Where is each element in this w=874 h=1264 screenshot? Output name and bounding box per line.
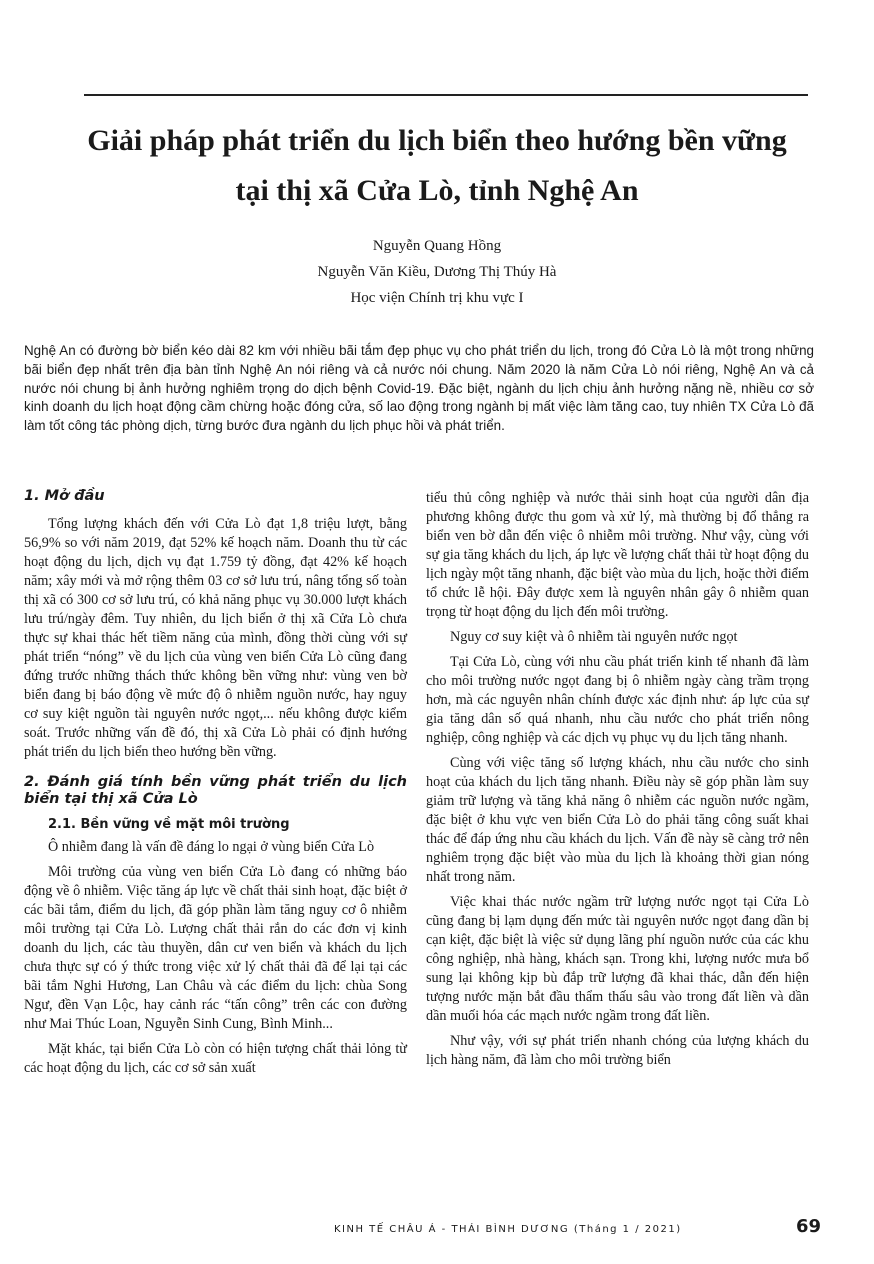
section-heading-1: 1. Mở đầu — [24, 488, 105, 504]
paragraph: Tại Cửa Lò, cùng với nhu cầu phát triển kinh tế nhanh đã làm cho môi trường nước ngọt đang bị ô nhiễm ngày càng trầm trọng hơn, mà các nguyên nhân chính được xác định như: áp lực của sự gia tăng dân số quá nhanh, nhu cầu nước cho phát triển nông nghiệp, công nghiệp và các dịch vụ phục vụ du lịch tăng nhanh. — [426, 654, 809, 746]
journal-footer: KINH TẾ CHÂU Á - THÁI BÌNH DƯƠNG (Tháng 1 / 2021) — [334, 1224, 682, 1235]
article-title — [0, 116, 874, 216]
author-line-1: Nguyễn Quang Hồng — [372, 238, 502, 254]
title-line-2: tại thị xã Cửa Lò, tỉnh Nghệ An — [235, 174, 639, 207]
paragraph-subtopic: Nguy cơ suy kiệt và ô nhiễm tài nguyên nước ngọt — [450, 629, 738, 645]
page-number: 69 — [796, 1216, 822, 1237]
abstract: Nghệ An có đường bờ biển kéo dài 82 km với nhiều bãi tắm đẹp phục vụ cho phát triển du lịch, trong đó Cửa Lò là một trong những bãi biển đẹp nhất trên địa bàn tỉnh Nghệ An nói riêng và cả nước nói chung. Năm 2020 là năm Cửa Lò nói riêng, Nghệ An và cả nước nói chung bị ảnh hưởng nghiêm trọng do dịch bệnh Covid-19. Đặc biệt, ngành du lịch chịu ảnh hưởng nặng nề, nhiều cơ sở kinh doanh du lịch hoạt động cầm chừng hoặc đóng cửa, số lao động trong ngành bị mất việc làm tăng cao, tuy nhiên TX Cửa Lò đã làm tốt công tác phòng dịch, từng bước đưa ngành du lịch phục hồi và phát triển. — [24, 343, 814, 434]
paragraph: Mặt khác, tại biển Cửa Lò còn có hiện tượng chất thải lỏng từ các hoạt động du lịch, các cơ sở sản xuất — [24, 1041, 407, 1076]
left-column — [24, 488, 407, 1084]
subsection-heading-2-1: 2.1. Bền vững về mặt môi trường — [48, 817, 290, 832]
author-block — [0, 233, 874, 311]
paragraph: Việc khai thác nước ngầm trữ lượng nước ngọt tại Cửa Lò cũng đang bị lạm dụng đến mức tài nguyên nước ngọt đang dần bị cạn kiệt, đặc biệt là việc sử dụng lãng phí nguồn nước của các khu công nghiệp, nhà hàng, khách sạn. Trong khi, lượng nước mưa bổ sung lại không kịp bù đắp trữ lượng đã khai thác, dẫn đến hiện tượng nước mặn bắt đầu thẩm thấu sâu vào trong đất liền và dần dần muối hóa các mạch nước ngầm trong đất liền. — [426, 894, 809, 1024]
paragraph: Tổng lượng khách đến với Cửa Lò đạt 1,8 triệu lượt, bằng 56,9% so với năm 2019, đạt 52% kế hoạch năm. Doanh thu từ các hoạt động du lịch, dịch vụ đạt 1.759 tỷ đồng, đạt 42% kế hoạch năm; xây mới và mở rộng thêm 03 cơ sở lưu trú, nâng tổng số toàn thị xã có 300 cơ sở lưu trú, có khả năng phục vụ 30.000 lượt khách lưu trú/ngày đêm. Tuy nhiên, du lịch biển ở thị xã Cửa Lò chưa thực sự khai thác hết tiềm năng của mình, đồng thời cùng với sự phát triển “nóng” về du lịch của vùng ven biển Cửa Lò cũng đang đứng trước những thách thức không bền vững như: vùng ven bờ biển đang bị báo động về mức độ ô nhiễm nguồn nước, hay nguy cơ suy kiệt nguồn tài nguyên nước ngọt,... nếu không được kiểm soát. Trước những vấn đề đó, thị xã Cửa Lò phải có định hướng phát triển du lịch biển theo hướng bền vững. — [24, 516, 407, 760]
paragraph: Như vậy, với sự phát triển nhanh chóng của lượng khách du lịch hàng năm, đã làm cho môi trường biển — [426, 1033, 809, 1068]
author-line-2: Nguyễn Văn Kiều, Dương Thị Thúy Hà — [317, 264, 557, 280]
top-rule — [84, 94, 808, 96]
paragraph: Môi trường của vùng ven biển Cửa Lò đang có những báo động về ô nhiễm. Việc tăng áp lực về chất thải sinh hoạt, đặc biệt ở các bãi tắm, điểm du lịch, đã góp phần làm tăng nguy cơ ô nhiễm môi trường tại Cửa Lò. Lượng chất thải rắn do các đơn vị kinh doanh du lịch, các tàu thuyền, dân cư ven biển và khách du lịch chưa thực sự có ý thức trong việc xử lý chất thải đã để lại tại các bãi tắm Nghi Hương, Lan Châu và các điểm du lịch: chùa Song Ngư, đền Vạn Lộc, hay cảnh rác “tấn công” trên các con đường như Mai Thúc Loan, Nguyễn Sinh Cung, Bình Minh... — [24, 864, 407, 1032]
section-heading-2: 2. Đánh giá tính bền vững phát triển du lịch biển tại thị xã Cửa Lò — [24, 774, 407, 807]
paragraph: tiểu thủ công nghiệp và nước thải sinh hoạt của người dân địa phương không được thu gom và xử lý, mà thường bị đổ thẳng ra biển ven bờ dẫn đến việc ô nhiễm môi trường. Như vậy, cùng với sự gia tăng khách du lịch, áp lực về lượng chất thải từ hoạt động du lịch ngày một tăng nhanh, đặc biệt vào mùa du lịch, hoặc thời điểm tổ chức lễ hội. Đây được xem là nguyên nhân gây ô nhiễm quan trọng từ hoạt động du lịch đến môi trường. — [426, 490, 809, 620]
paragraph: Cùng với việc tăng số lượng khách, nhu cầu nước cho sinh hoạt của khách du lịch tăng nhanh. Điều này sẽ góp phần làm suy giảm trữ lượng và tăng khả năng ô nhiễm các nguồn nước ngầm, đặc biệt ở khu vực ven biển Cửa Lò do phải tăng công suất khai thác để đáp ứng nhu cầu khách du lịch. Vấn đề này sẽ càng trở nên nghiêm trọng đặc biệt vào mùa du lịch là khoảng thời gian nóng nhất trong năm. — [426, 755, 809, 885]
title-line-1: Giải pháp phát triển du lịch biển theo hướng bền vững — [87, 124, 787, 157]
right-column — [426, 489, 809, 1076]
paragraph: Ô nhiễm đang là vấn đề đáng lo ngại ở vùng biển Cửa Lò — [48, 839, 375, 855]
author-affiliation: Học viện Chính trị khu vực I — [350, 290, 524, 306]
